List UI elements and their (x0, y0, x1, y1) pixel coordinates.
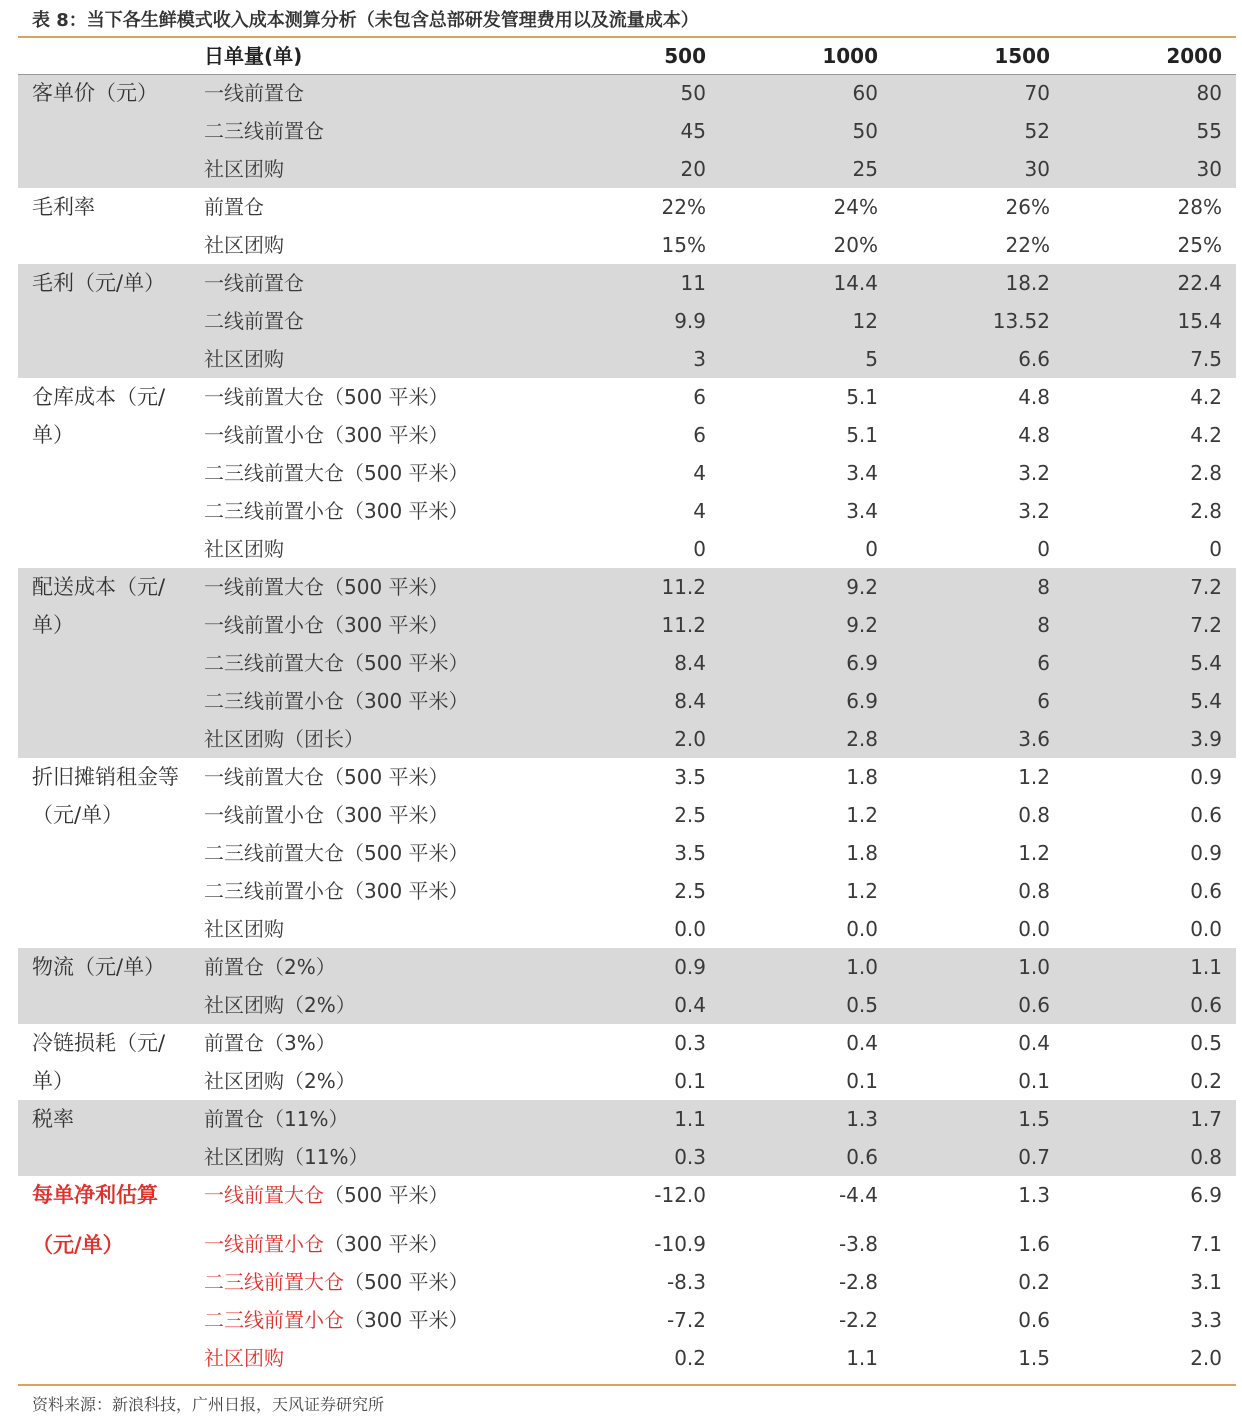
row-label (204, 1301, 469, 1339)
table-row (18, 568, 1236, 606)
value-cell: 7.2 (1190, 575, 1222, 599)
value-cell: 28% (1177, 195, 1222, 219)
value-cell: 0.6 (846, 1145, 878, 1169)
value-cell: 20% (833, 233, 878, 257)
category-label: 配送成本（元/单） (32, 575, 166, 637)
table-row (18, 644, 1236, 682)
row-group (18, 188, 1236, 264)
value-cell: 1.0 (846, 955, 878, 979)
table-row (18, 986, 1236, 1024)
row-group (18, 1100, 1236, 1176)
header-label: 日单量(单) (204, 44, 303, 68)
value-cell: 4 (693, 499, 706, 523)
header-col: 1000 (822, 44, 878, 68)
row-label (204, 1339, 284, 1377)
row-label (204, 1176, 449, 1214)
table-row (18, 112, 1236, 150)
value-cell: 8.4 (674, 651, 706, 675)
value-cell: 6 (693, 423, 706, 447)
value-cell: 0.0 (846, 917, 878, 941)
value-cell: 2.8 (846, 727, 878, 751)
value-cell: 0.0 (1018, 917, 1050, 941)
value-cell: 5.1 (846, 423, 878, 447)
value-cell: 3.5 (674, 765, 706, 789)
value-cell: 55 (1196, 119, 1222, 143)
header-col: 1500 (994, 44, 1050, 68)
table-row (18, 720, 1236, 758)
table-row (18, 1176, 1236, 1214)
value-cell: 6 (1037, 689, 1050, 713)
table-row (18, 872, 1236, 910)
table-row (18, 150, 1236, 188)
value-cell: -12.0 (654, 1183, 706, 1207)
value-cell: 1.2 (1018, 765, 1050, 789)
value-cell: 52 (1024, 119, 1050, 143)
table-title: 表 8：当下各生鲜模式收入成本测算分析（未包含总部研发管理费用以及流量成本） (32, 10, 699, 31)
value-cell: 0.9 (674, 955, 706, 979)
table-row (18, 454, 1236, 492)
value-cell: 15% (661, 233, 706, 257)
value-cell: 0.2 (1018, 1270, 1050, 1294)
value-cell: -4.4 (838, 1183, 878, 1207)
bottom-rule (18, 1384, 1236, 1386)
category-label: 冷链损耗（元/单） (32, 1031, 166, 1093)
table-row (18, 796, 1236, 834)
value-cell: 4.8 (1018, 385, 1050, 409)
row-label: 一线前置仓 (204, 81, 304, 105)
value-cell: 4.2 (1190, 423, 1222, 447)
value-cell: 0 (1037, 537, 1050, 561)
table-row (18, 1263, 1236, 1301)
row-label: 一线前置仓 (204, 271, 304, 295)
table-row (18, 188, 1236, 226)
value-cell: -10.9 (654, 1232, 706, 1256)
value-cell: 18.2 (1005, 271, 1050, 295)
row-label-highlight: 社区团购 (204, 1346, 284, 1370)
value-cell: 24% (833, 195, 878, 219)
value-cell: 13.52 (992, 309, 1050, 333)
profit-group (18, 1176, 1236, 1377)
table-row (18, 1024, 1236, 1062)
row-label-highlight: 一线前置小仓 (204, 1232, 324, 1256)
value-cell: 0.1 (846, 1069, 878, 1093)
header-col: 500 (664, 44, 706, 68)
value-cell: 3.5 (674, 841, 706, 865)
row-label: 一线前置大仓（500 平米） (204, 765, 449, 789)
row-label: 社区团购（2%） (204, 993, 356, 1017)
row-group (18, 378, 1236, 568)
value-cell: 9.2 (846, 575, 878, 599)
value-cell: 6 (1037, 651, 1050, 675)
row-label: 社区团购（11%） (204, 1145, 369, 1169)
row-label-suffix: （300 平米） (344, 1308, 469, 1332)
value-cell: 1.5 (1018, 1346, 1050, 1370)
table-row (18, 1062, 1236, 1100)
value-cell: 6 (693, 385, 706, 409)
value-cell: 0.4 (846, 1031, 878, 1055)
table-row (18, 340, 1236, 378)
value-cell: 1.2 (846, 879, 878, 903)
value-cell: 3.4 (846, 461, 878, 485)
value-cell: 3.1 (1190, 1270, 1222, 1294)
value-cell: 70 (1024, 81, 1050, 105)
value-cell: 1.2 (846, 803, 878, 827)
row-label-highlight: 一线前置大仓 (204, 1183, 324, 1207)
table-row (18, 1138, 1236, 1176)
row-label-highlight: 二三线前置大仓 (204, 1270, 344, 1294)
value-cell: 0.0 (674, 917, 706, 941)
table-row (18, 834, 1236, 872)
table-row (18, 264, 1236, 302)
row-label-highlight: 二三线前置小仓 (204, 1308, 344, 1332)
table-row (18, 416, 1236, 454)
value-cell: 3.2 (1018, 461, 1050, 485)
value-cell: 6.9 (1190, 1183, 1222, 1207)
category-label: 折旧摊销租金等（元/单） (32, 765, 179, 827)
value-cell: 3.9 (1190, 727, 1222, 751)
row-label: 二三线前置大仓（500 平米） (204, 461, 469, 485)
value-cell: 9.2 (846, 613, 878, 637)
value-cell: 6.6 (1018, 347, 1050, 371)
value-cell: 0.0 (1190, 917, 1222, 941)
value-cell: 3.3 (1190, 1308, 1222, 1332)
value-cell: 1.1 (674, 1107, 706, 1131)
value-cell: 0.1 (1018, 1069, 1050, 1093)
value-cell: 0.8 (1018, 803, 1050, 827)
value-cell: 22% (661, 195, 706, 219)
value-cell: 2.0 (1190, 1346, 1222, 1370)
value-cell: 26% (1005, 195, 1050, 219)
category-label: 仓库成本（元/单） (32, 385, 166, 447)
row-label: 前置仓（2%） (204, 955, 336, 979)
value-cell: 11.2 (661, 613, 706, 637)
value-cell: 60 (852, 81, 878, 105)
value-cell: 8.4 (674, 689, 706, 713)
value-cell: 0.8 (1018, 879, 1050, 903)
value-cell: 0 (1209, 537, 1222, 561)
value-cell: 3 (693, 347, 706, 371)
value-cell: 5.1 (846, 385, 878, 409)
row-label (204, 1263, 469, 1301)
value-cell: 0 (865, 537, 878, 561)
value-cell: 0.6 (1190, 993, 1222, 1017)
category-label: 物流（元/单） (32, 955, 166, 979)
value-cell: 2.8 (1190, 499, 1222, 523)
value-cell: -2.2 (838, 1308, 878, 1332)
value-cell: -2.8 (838, 1270, 878, 1294)
row-label: 社区团购 (204, 917, 284, 941)
row-label: 一线前置小仓（300 平米） (204, 423, 449, 447)
value-cell: 12 (852, 309, 878, 333)
value-cell: 0.4 (674, 993, 706, 1017)
row-group (18, 948, 1236, 1024)
table-row (18, 1225, 1236, 1263)
header-col: 2000 (1166, 44, 1222, 68)
header-row (18, 38, 1236, 74)
table-row (18, 1301, 1236, 1339)
value-cell: 0.2 (1190, 1069, 1222, 1093)
row-label: 二三线前置大仓（500 平米） (204, 841, 469, 865)
value-cell: 0.6 (1190, 879, 1222, 903)
row-label: 社区团购（2%） (204, 1069, 356, 1093)
row-group (18, 1024, 1236, 1100)
row-label: 二三线前置小仓（300 平米） (204, 499, 469, 523)
value-cell: 1.7 (1190, 1107, 1222, 1131)
data-table (18, 38, 1236, 1377)
value-cell: 0.9 (1190, 841, 1222, 865)
table-row (18, 910, 1236, 948)
value-cell: 6.9 (846, 651, 878, 675)
value-cell: 25 (852, 157, 878, 181)
value-cell: 2.5 (674, 879, 706, 903)
row-label: 一线前置大仓（500 平米） (204, 575, 449, 599)
value-cell: 20 (680, 157, 706, 181)
row-group (18, 74, 1236, 188)
value-cell: 0.3 (674, 1145, 706, 1169)
table-row (18, 74, 1236, 112)
row-label: 二三线前置小仓（300 平米） (204, 689, 469, 713)
row-label: 一线前置小仓（300 平米） (204, 803, 449, 827)
value-cell: 0.4 (1018, 1031, 1050, 1055)
row-label-suffix: （500 平米） (324, 1183, 449, 1207)
row-group (18, 264, 1236, 378)
value-cell: 1.6 (1018, 1232, 1050, 1256)
value-cell: 5.4 (1190, 689, 1222, 713)
category-label: 税率 (32, 1107, 74, 1131)
value-cell: 0.9 (1190, 765, 1222, 789)
value-cell: 0.7 (1018, 1145, 1050, 1169)
table-row (18, 948, 1236, 986)
value-cell: 0.8 (1190, 1145, 1222, 1169)
value-cell: 1.3 (1018, 1183, 1050, 1207)
value-cell: 22% (1005, 233, 1050, 257)
value-cell: 5.4 (1190, 651, 1222, 675)
row-label: 前置仓（3%） (204, 1031, 336, 1055)
row-label: 二三线前置大仓（500 平米） (204, 651, 469, 675)
row-group (18, 758, 1236, 948)
value-cell: 1.1 (846, 1346, 878, 1370)
table-row (18, 758, 1236, 796)
row-label-suffix: （500 平米） (344, 1270, 469, 1294)
value-cell: 0 (693, 537, 706, 561)
value-cell: 50 (680, 81, 706, 105)
value-cell: 30 (1024, 157, 1050, 181)
table-row (18, 226, 1236, 264)
value-cell: 1.8 (846, 765, 878, 789)
row-label: 社区团购（团长） (204, 727, 364, 751)
table-row (18, 606, 1236, 644)
value-cell: 1.5 (1018, 1107, 1050, 1131)
row-label (204, 1225, 449, 1263)
table-row (18, 1100, 1236, 1138)
value-cell: 7.5 (1190, 347, 1222, 371)
value-cell: 4 (693, 461, 706, 485)
category-line: （元/单） (32, 1233, 124, 1257)
category-label: 毛利率 (32, 195, 95, 219)
table-row (18, 1339, 1236, 1377)
row-label: 前置仓（11%） (204, 1107, 349, 1131)
value-cell: 7.1 (1190, 1232, 1222, 1256)
row-label: 一线前置小仓（300 平米） (204, 613, 449, 637)
row-label: 社区团购 (204, 347, 284, 371)
value-cell: 22.4 (1177, 271, 1222, 295)
value-cell: 15.4 (1177, 309, 1222, 333)
value-cell: 8 (1037, 613, 1050, 637)
value-cell: 0.5 (1190, 1031, 1222, 1055)
value-cell: 0.5 (846, 993, 878, 1017)
value-cell: -3.8 (838, 1232, 878, 1256)
value-cell: 1.1 (1190, 955, 1222, 979)
value-cell: 0.1 (674, 1069, 706, 1093)
value-cell: 0.2 (674, 1346, 706, 1370)
value-cell: 0.6 (1190, 803, 1222, 827)
value-cell: 1.8 (846, 841, 878, 865)
value-cell: 14.4 (833, 271, 878, 295)
value-cell: 6.9 (846, 689, 878, 713)
row-label: 前置仓 (204, 195, 264, 219)
row-label: 社区团购 (204, 157, 284, 181)
value-cell: 4.2 (1190, 385, 1222, 409)
row-label: 二三线前置仓 (204, 119, 324, 143)
value-cell: 50 (852, 119, 878, 143)
value-cell: 7.2 (1190, 613, 1222, 637)
category-label: 客单价（元） (32, 81, 158, 105)
value-cell: 2.5 (674, 803, 706, 827)
value-cell: 3.6 (1018, 727, 1050, 751)
value-cell: 9.9 (674, 309, 706, 333)
value-cell: 11.2 (661, 575, 706, 599)
value-cell: -7.2 (666, 1308, 706, 1332)
source-note: 资料来源：新浪科技，广州日报，天风证券研究所 (32, 1395, 385, 1414)
value-cell: 1.0 (1018, 955, 1050, 979)
row-label-suffix: （300 平米） (324, 1232, 449, 1256)
value-cell: 3.2 (1018, 499, 1050, 523)
table-row (18, 492, 1236, 530)
value-cell: 30 (1196, 157, 1222, 181)
value-cell: 0.6 (1018, 1308, 1050, 1332)
value-cell: 1.2 (1018, 841, 1050, 865)
value-cell: 2.0 (674, 727, 706, 751)
row-label: 社区团购 (204, 233, 284, 257)
value-cell: 2.8 (1190, 461, 1222, 485)
value-cell: 8 (1037, 575, 1050, 599)
category-label: 毛利（元/单） (32, 271, 166, 295)
value-cell: 45 (680, 119, 706, 143)
value-cell: 1.3 (846, 1107, 878, 1131)
value-cell: 0.6 (1018, 993, 1050, 1017)
row-group (18, 568, 1236, 758)
value-cell: -8.3 (666, 1270, 706, 1294)
table-row (18, 378, 1236, 416)
value-cell: 5 (865, 347, 878, 371)
row-label: 二三线前置小仓（300 平米） (204, 879, 469, 903)
table-row (18, 302, 1236, 340)
value-cell: 0.3 (674, 1031, 706, 1055)
value-cell: 80 (1196, 81, 1222, 105)
header-rule (18, 74, 1236, 75)
row-label: 二线前置仓 (204, 309, 304, 333)
value-cell: 3.4 (846, 499, 878, 523)
table-row (18, 530, 1236, 568)
value-cell: 25% (1177, 233, 1222, 257)
table-row (18, 682, 1236, 720)
value-cell: 11 (680, 271, 706, 295)
row-label: 社区团购 (204, 537, 284, 561)
category-line: 每单净利估算 (32, 1183, 158, 1207)
row-label: 一线前置大仓（500 平米） (204, 385, 449, 409)
value-cell: 4.8 (1018, 423, 1050, 447)
